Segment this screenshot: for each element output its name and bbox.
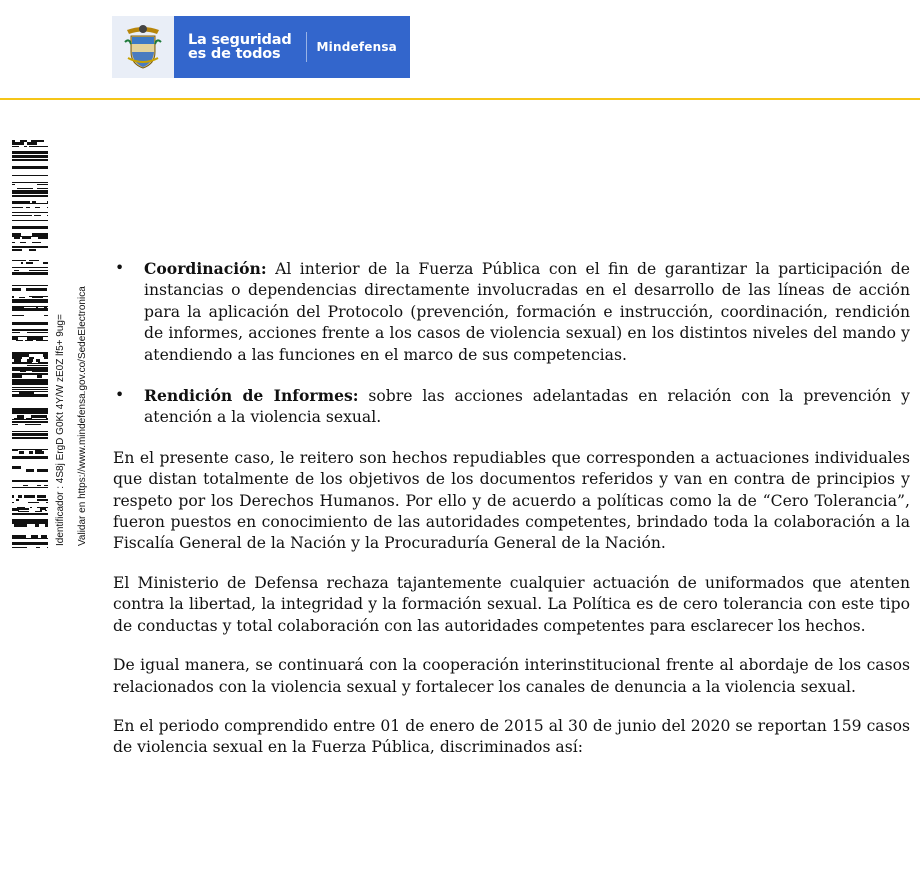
- paragraph-hechos: En el presente caso, le reitero son hechos repudiables que corresponden a actuaciones individuales que distan totalmente de los objetivos de los documentos referidos y van en contra de principios y respeto por los Derechos Humanos. Por ello y de acuerdo a políticas como la de “Cero Tolerancia”, fueron puestos en conocimiento de las autoridades competentes, brindado toda la colaboración a la Fiscalía General de la Nación y la Procuraduría General de la Nación.: [113, 448, 910, 553]
- paragraph-periodo: En el periodo comprendido entre 01 de enero de 2015 al 30 de junio del 2020 se reportan 159 casos de violencia sexual en la Fuerza Pública, discriminados así:: [113, 716, 910, 757]
- bullet-item-coordinacion: [113, 258, 910, 366]
- bullet-list: [113, 258, 910, 429]
- document-body: [113, 258, 910, 777]
- brand-slogan: [188, 33, 292, 61]
- bullet-item-rendicion: [113, 385, 910, 429]
- bullet-text: sobre las acciones adelantadas en relación con la prevención y atención a la violencia sexual.: [144, 387, 910, 427]
- ministry-name: Mindefensa: [316, 40, 397, 54]
- bullet-term: Rendición de Informes:: [144, 386, 359, 406]
- brand-bar: [174, 16, 410, 78]
- validation-link-text: Validar en https://www.mindefensa.gov.co/SedeElectronica: [77, 286, 88, 546]
- crest-container: [112, 16, 174, 78]
- header-rule: [0, 98, 920, 100]
- bullet-term: Coordinación:: [144, 259, 267, 278]
- brand-separator: [306, 32, 307, 62]
- paragraph-cooperacion: De igual manera, se continuará con la cooperación interinstitucional frente al abordaje de los casos relacionados con la violencia sexual y fortalecer los canales de denuncia a la violencia sexual.: [113, 656, 910, 696]
- colombia-coat-of-arms-icon: [123, 24, 163, 70]
- document-identifier: Identificador : 4S8j ErgD G0Kt 4Y/W zE0Z lf5+ 9ug=: [55, 314, 66, 546]
- brand-line2: es de todos: [188, 46, 281, 62]
- brand-line1: La seguridad: [188, 32, 292, 48]
- bullet-text: Al interior de la Fuerza Pública con el fin de garantizar la participación de instancias o dependencias directamente involucradas en el desarrollo de las líneas de acción para la aplicación del Protocolo (prevención, formación e instrucción, coordinación, rendición de informes, acciones frente a los casos de violencia sexual) en los distintos niveles del mando y atendiendo a las funciones en el marco de sus competencias.: [144, 260, 910, 364]
- barcode-icon: [12, 140, 48, 550]
- header-banner: [112, 16, 410, 78]
- paragraph-ministerio: El Ministerio de Defensa rechaza tajantemente cualquier actuación de uniformados que atenten contra la libertad, la integridad y la formación sexual. La Política es de cero tolerancia con este tipo de conductas y total colaboración con las autoridades competentes para esclarecer los hechos.: [113, 573, 910, 635]
